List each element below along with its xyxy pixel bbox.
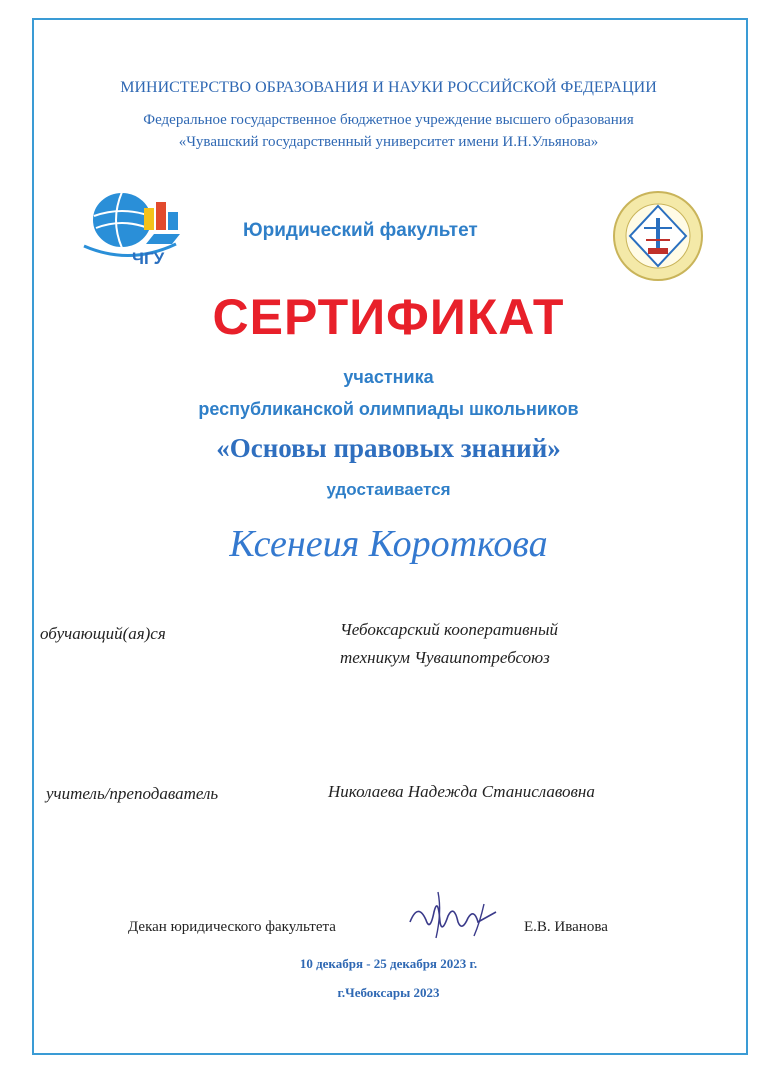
city-year: г.Чебоксары 2023	[337, 985, 440, 1000]
university-name: «Чувашский государственный университет имени И.Н.Ульянова»	[178, 134, 599, 150]
law-faculty-emblem-icon	[612, 190, 704, 282]
logo-text: ЧГУ	[132, 249, 165, 268]
institution-type: Федеральное государственное бюджетное учреждение высшего образования	[143, 112, 634, 128]
student-institution-line1: Чебоксарский кооперативный	[340, 620, 558, 639]
dean-signature-icon	[400, 882, 510, 942]
student-institution-line2: техникум Чувашпотребсоюз	[340, 648, 550, 667]
participant-line: участника	[343, 367, 434, 387]
certificate-title: СЕРТИФИКАТ	[212, 289, 565, 345]
ministry-heading: МИНИСТЕРСТВО ОБРАЗОВАНИЯ И НАУКИ РОССИЙСКОЙ ФЕДЕРАЦИИ	[120, 79, 657, 96]
student-label: обучающий(ая)ся	[40, 624, 166, 643]
dean-name: Е.В. Иванова	[524, 919, 608, 935]
olympiad-line: республиканской олимпиады школьников	[198, 399, 579, 419]
teacher-label: учитель/преподаватель	[46, 784, 219, 803]
recipient-name: Ксенеия Короткова	[229, 523, 548, 565]
olympiad-name: «Основы правовых знаний»	[216, 433, 561, 463]
teacher-name: Николаева Надежда Станиславовна	[328, 782, 595, 801]
awarded-line: удостаивается	[326, 480, 451, 499]
university-globe-logo-icon	[80, 186, 198, 270]
dean-label: Декан юридического факультета	[128, 919, 336, 935]
event-dates: 10 декабря - 25 декабря 2023 г.	[299, 956, 478, 971]
faculty-name: Юридический факультет	[243, 220, 478, 241]
